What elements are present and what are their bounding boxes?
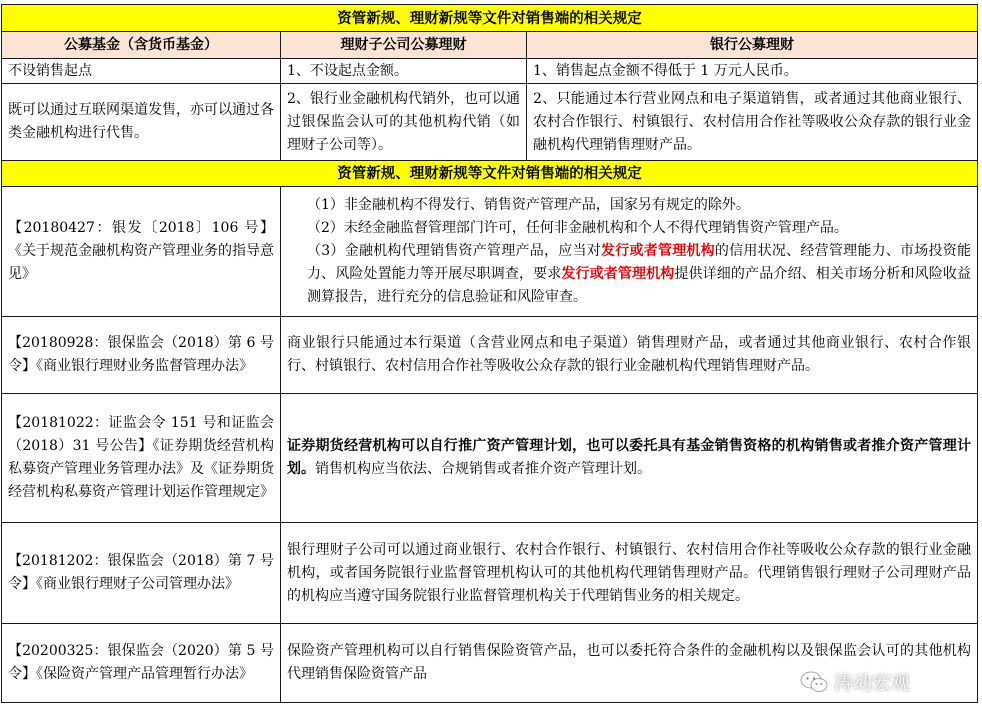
- rule-reference: 【20181022：证监会令 151 号和证监会（2018）31 号公告】《证券期货经营机构私募资产管理业务管理办法》及《证券期货经营机构私募资产管理计划运作管理规定》: [2, 394, 281, 523]
- rule-text: 销售机构应当依法、合规销售或者推介资产管理计划。: [315, 461, 651, 477]
- rule-bold-text: 证券期货经营机构可以自行推广资产管理计划，也可以委托具有基金销售资格的机构销售或者推介资产管理计划。: [287, 438, 971, 477]
- col-header-public-fund: 公募基金（含货币基金）: [2, 32, 281, 59]
- rule-row: [2, 523, 978, 624]
- regulation-table: [1, 4, 978, 703]
- emphasis-text: 发行或者管理机构: [600, 243, 715, 259]
- wechat-icon: [800, 670, 828, 694]
- col-header-bank-wmp: 银行公募理财: [527, 32, 978, 59]
- rule-text: （3）金融机构代理销售资产管理产品，应当对: [307, 243, 601, 259]
- rule-row: [2, 394, 978, 523]
- cell-wmp-subsidiary-channel: 2、银行业金融机构代销外，也可以通过银保监会认可的其他机构代销（如理财子公司等）。: [281, 84, 527, 161]
- table-row: [2, 84, 978, 161]
- rule-reference: 【20180928：银保监会（2018）第 6 号令】《商业银行理财业务监督管理办法》: [2, 317, 281, 394]
- rule-reference: 【20180427：银发〔2018〕106 号】《关于规范金融机构资产管理业务的指导意见》: [2, 187, 281, 317]
- col-header-wmp-subsidiary: 理财子公司公募理财: [281, 32, 527, 59]
- rule-reference: 【20181202：银保监会（2018）第 7 号令】《商业银行理财子公司管理办法》: [2, 523, 281, 624]
- rule-text: 的信用状况、经营管理能力、市场投资能力、风险处置能力等开展尽职调查，要求: [307, 243, 972, 282]
- table-title-1: 资管新规、理财新规等文件对销售端的相关规定: [2, 5, 978, 32]
- title-row-1: [2, 5, 978, 32]
- rule-paragraph: [287, 240, 971, 309]
- emphasis-text: 发行或者管理机构: [561, 266, 675, 282]
- watermark: [800, 668, 910, 695]
- rule-row: [2, 317, 978, 394]
- column-header-row: [2, 32, 978, 59]
- rule-row: [2, 187, 978, 317]
- rule-reference: 【20200325：银保监会（2020）第 5 号令】《保险资产管理产品管理暂行办法》: [2, 624, 281, 703]
- cell-bank-wmp-channel: 2、只能通过本行营业网点和电子渠道销售，或者通过其他商业银行、农村合作银行、村镇银行、农村信用合作社等吸收公众存款的银行业金融机构代理销售理财产品。: [527, 84, 978, 161]
- rule-content: 商业银行只能通过本行渠道（含营业网点和电子渠道）销售理财产品，或者通过其他商业银行、农村合作银行、村镇银行、农村信用合作社等吸收公众存款的银行业金融机构代理销售理财产品。: [281, 317, 978, 394]
- cell-bank-wmp-minimum: 1、销售起点金额不得低于 1 万元人民币。: [527, 59, 978, 84]
- cell-wmp-subsidiary-minimum: 1、不设起点金额。: [281, 59, 527, 84]
- table-row: [2, 59, 978, 84]
- rule-content: [281, 187, 978, 317]
- cell-public-fund-minimum: 不设销售起点: [2, 59, 281, 84]
- rule-paragraph: （1）非金融机构不得发行、销售资产管理产品，国家另有规定的除外。: [307, 197, 750, 213]
- rule-content: 保险资产管理机构可以自行销售保险资管产品，也可以委托符合条件的金融机构以及银保监会认可的其他机构代理销售保险资管产品: [281, 624, 978, 703]
- rule-content: [281, 394, 978, 523]
- rule-text: 提供详细的产品介绍、相关市场分析和风险收益测算报告，进行充分的信息验证和风险审查。: [307, 266, 972, 305]
- watermark-text: 涛动宏观: [833, 672, 910, 694]
- table-title-2: 资管新规、理财新规等文件对销售端的相关规定: [2, 161, 978, 187]
- rule-content: 银行理财子公司可以通过商业银行、农村合作银行、村镇银行、农村信用合作社等吸收公众存款的银行业金融机构，或者国务院银行业监督管理机构认可的其他机构代理销售理财产品。代理销售银行理财子公司理财产品的机构应当遵守国务院银行业监督管理机构关于代理销售业务的相关规定。: [281, 523, 978, 624]
- rule-paragraph: （2）未经金融监督管理部门许可，任何非金融机构和个人不得代理销售资产管理产品。: [307, 220, 848, 236]
- title-row-2: [2, 161, 978, 187]
- cell-public-fund-channel: 既可以通过互联网渠道发售，亦可以通过各类金融机构进行代售。: [2, 84, 281, 161]
